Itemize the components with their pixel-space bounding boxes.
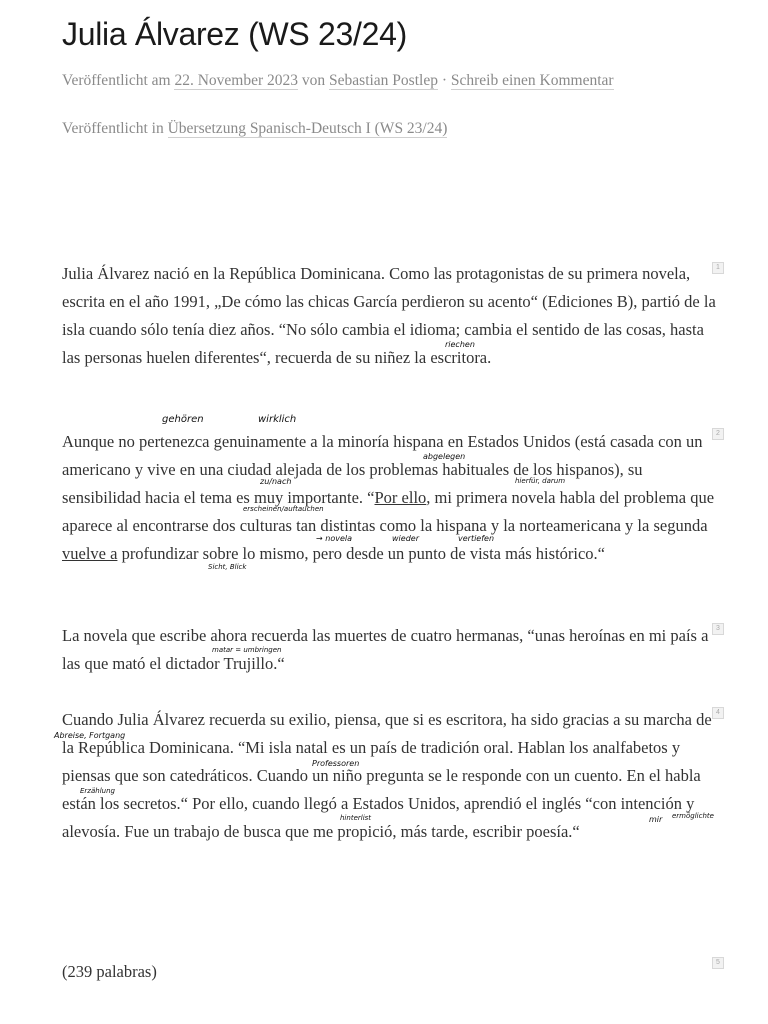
note-professoren: Professoren: [312, 759, 360, 768]
paragraph-3: La novela que escribe ahora recuerda las muertes de cuatro hermanas, “unas heroínas en mi país a las que mató el dictador Trujillo.“: [62, 626, 709, 673]
note-zu-nach: zu/nach: [260, 477, 292, 486]
paragraph-number-2[interactable]: 2: [712, 428, 724, 440]
paragraph-2-text-b: , mi primera novela habla del problema que aparece al encontrarse dos culturas tan distintas como la hispana y la norteamericana y la segunda: [62, 488, 715, 535]
note-mir: mir: [649, 815, 663, 824]
note-hinterlist: hinterlist: [340, 814, 372, 822]
note-erscheinen: erscheinen/auftauchen: [243, 505, 324, 513]
note-wirklich: wirklich: [258, 414, 297, 425]
paragraph-number-4[interactable]: 4: [712, 707, 724, 719]
paragraph-1: Julia Álvarez nació en la República Dominicana. Como las protagonistas de su primera novela, escrita en el año 1991, „De cómo las chicas García perdieron su acento“ (Ediciones B), partió de la isla cuando sólo tenía diez años. “No sólo cambia el idioma; cambia el sentido de las cosas, hasta las personas huelen diferentes“, recuerda de su niñez la escritora.: [62, 264, 716, 367]
comment-link[interactable]: Schreib einen Kommentar: [450, 72, 614, 89]
underlined-por-ello: Por ello: [374, 488, 427, 507]
paragraph-2-text-a: Aunque no pertenezca genuinamente a la minoría hispana en Estados Unidos (está casada con un americano y vive en una ciudad alejada de los problemas habituales de los hispanos), su sensibilidad hacia el tema es muy importante. “: [62, 432, 703, 507]
note-sicht: Sicht, Blick: [208, 563, 247, 571]
paragraph-number-1[interactable]: 1: [712, 262, 724, 274]
note-gehoren: gehören: [162, 414, 204, 425]
post-meta: [62, 72, 614, 90]
note-matar: matar = umbringen: [212, 646, 282, 654]
note-abgelegen: abgelegen: [423, 452, 466, 461]
paragraph-number-3[interactable]: 3: [712, 623, 724, 635]
note-novela: → novela: [316, 534, 352, 543]
note-ermoglichte: ermöglichte: [672, 812, 714, 820]
note-erzahlung: Erzählung: [80, 787, 115, 795]
note-riechen: riechen: [445, 340, 475, 349]
post-category: [62, 120, 447, 138]
note-wieder: wieder: [392, 534, 419, 543]
category-prefix: Veröffentlicht in: [62, 120, 164, 137]
category-link[interactable]: Übersetzung Spanisch-Deutsch I (WS 23/24): [167, 120, 448, 137]
note-vertiefen: vertiefen: [458, 534, 495, 543]
post-date-link[interactable]: 22. November 2023: [174, 72, 299, 89]
note-hierfur: hierfür, darum: [515, 477, 566, 485]
paragraph-2: [62, 428, 724, 568]
meta-separator: ·: [441, 72, 448, 89]
by-label: von: [301, 72, 326, 89]
paragraph-number-5[interactable]: 5: [712, 957, 724, 969]
paragraph-2-text-c: profundizar sobre lo mismo, pero desde un punto de vista más histórico.“: [117, 544, 606, 563]
note-abreise: Abreise, Fortgang: [54, 731, 126, 740]
word-count: (239 palabras): [62, 962, 157, 981]
underlined-vuelve-a: vuelve a: [62, 544, 118, 563]
author-link[interactable]: Sebastian Postlep: [329, 72, 438, 89]
paragraph-4: Cuando Julia Álvarez recuerda su exilio, piensa, que si es escritora, ha sido gracias a su marcha de la República Dominicana. “Mi isla natal es un país de tradición oral. Hablan los analfabetos y piensas que son catedráticos. Cuando un niño pregunta se le responde con un cuento. En el habla están los secretos.“ Por ello, cuando llegó a Estados Unidos, aprendió el inglés “con intención y alevosía. Fue un trabajo de busca que me propició, más tarde, escribir poesía.“: [62, 710, 712, 841]
post-title: Julia Álvarez (WS 23/24): [62, 16, 407, 52]
published-prefix: Veröffentlicht am: [62, 72, 171, 89]
